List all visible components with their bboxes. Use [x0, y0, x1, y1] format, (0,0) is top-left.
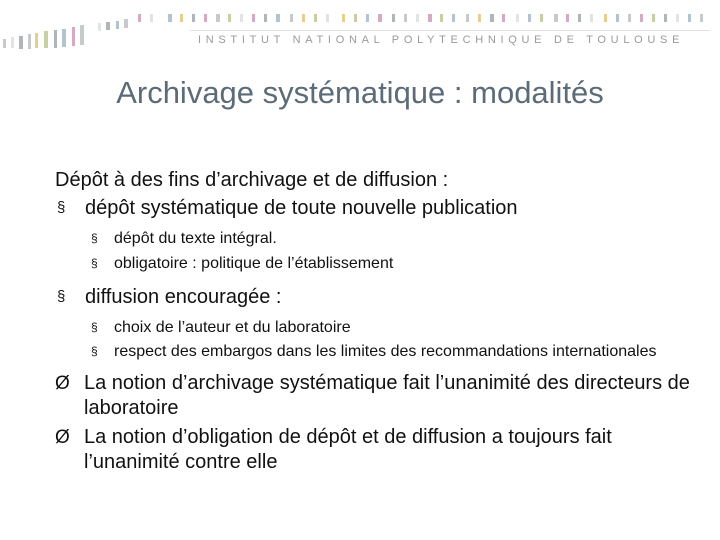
- header-bar: [566, 14, 569, 22]
- header-bar: [3, 39, 6, 48]
- header-bar: [204, 14, 207, 22]
- lead-text: Dépôt à des fins d’archivage et de diffusion :: [55, 169, 449, 191]
- header-bar: [11, 37, 14, 48]
- header-bar: [440, 14, 443, 22]
- header-bar: [290, 14, 293, 22]
- bullet-item: [55, 194, 695, 222]
- header-bar: [490, 14, 494, 22]
- header-bar: [416, 14, 419, 22]
- square-bullet-icon: §: [57, 199, 66, 216]
- header-bar: [276, 14, 280, 22]
- header-bar: [264, 14, 267, 22]
- header-bar: [314, 14, 317, 22]
- header-bar: [190, 30, 710, 31]
- square-bullet-icon: §: [91, 231, 98, 245]
- arrow-bullet-item: [55, 425, 695, 475]
- header-bar: [35, 33, 38, 48]
- header-bar: [150, 14, 153, 22]
- header-bar: [124, 19, 128, 28]
- institution-name: INSTITUT NATIONAL POLYTECHNIQUE DE TOULOUSE: [198, 34, 685, 46]
- header-bar: [466, 14, 469, 22]
- header-bar: [528, 14, 531, 22]
- arrow-bullet-text: La notion d’obligation de dépôt et de diffusion a toujours fait l’unanimité contre elle: [84, 426, 612, 473]
- header-bar: [652, 14, 655, 22]
- arrow-bullet-icon: Ø: [55, 427, 70, 448]
- sub-bullet-text: choix de l’auteur et du laboratoire: [114, 319, 351, 336]
- header-bar: [452, 14, 455, 22]
- header-bar: [168, 14, 172, 22]
- header-bar: [604, 14, 607, 22]
- sub-bullet-item: [55, 226, 695, 251]
- header-bar: [302, 14, 305, 22]
- header-bar: [688, 14, 691, 22]
- header-bar: [590, 14, 593, 22]
- header-bar: [252, 14, 255, 22]
- header-bar: [326, 14, 329, 22]
- header-bar: [216, 14, 220, 22]
- header-bar: [228, 14, 231, 22]
- sub-bullet-item: [55, 340, 695, 365]
- header-bar: [628, 14, 631, 22]
- header-bar: [554, 14, 558, 22]
- header-bar: [180, 14, 183, 22]
- arrow-bullet-item: [55, 371, 695, 421]
- header-bar: [62, 29, 66, 47]
- header-bar: [342, 14, 345, 22]
- header-bar: [72, 27, 75, 46]
- header-bar: [138, 14, 141, 22]
- header-bar: [578, 14, 581, 22]
- bullet-text: dépôt systématique de toute nouvelle publication: [85, 197, 518, 219]
- sub-bullet-item: [55, 251, 695, 276]
- arrow-bullet-text: La notion d’archivage systématique fait l’unanimité des directeurs de laboratoire: [84, 372, 690, 419]
- header-bar: [616, 14, 619, 22]
- arrow-bullet-icon: Ø: [55, 373, 70, 394]
- header-bar: [404, 14, 407, 22]
- square-bullet-icon: §: [91, 320, 98, 334]
- header-bar: [378, 14, 382, 22]
- header-bar: [106, 22, 110, 30]
- square-bullet-icon: §: [91, 344, 98, 358]
- header-bar: [676, 14, 679, 22]
- header-bar: [540, 14, 543, 22]
- header-bar: [478, 14, 481, 22]
- square-bullet-icon: §: [91, 256, 98, 270]
- header-bar: [19, 36, 23, 49]
- sub-bullet-text: dépôt du texte intégral.: [114, 230, 277, 247]
- header-bar: [516, 14, 519, 22]
- header-bar: [664, 14, 667, 22]
- header-bar: [392, 14, 395, 22]
- header-bar: [28, 34, 31, 49]
- bullet-item: [55, 283, 695, 311]
- sub-bullet-text: obligatoire : politique de l’établissement: [114, 255, 394, 272]
- header-bar: [98, 23, 101, 31]
- header-bar: [44, 31, 48, 48]
- header-bar: [240, 14, 243, 22]
- header-bar: [366, 14, 369, 22]
- bullet-text: diffusion encouragée :: [85, 286, 282, 308]
- header-bar: [502, 14, 505, 22]
- header-bar: [54, 30, 57, 48]
- header-bar: [428, 14, 432, 22]
- header-bar: [192, 14, 195, 22]
- header-bar: [700, 14, 703, 22]
- slide-title: Archivage systématique : modalités: [116, 75, 604, 110]
- header-bar: [354, 14, 357, 22]
- sub-bullet-text: respect des embargos dans les limites des recommandations internationales: [114, 343, 657, 360]
- header-bar: [116, 21, 119, 29]
- header-bar: [80, 25, 84, 45]
- header-bar: [640, 14, 643, 22]
- sub-bullet-item: [55, 315, 695, 340]
- square-bullet-icon: §: [57, 288, 66, 305]
- slide-content: [55, 166, 695, 475]
